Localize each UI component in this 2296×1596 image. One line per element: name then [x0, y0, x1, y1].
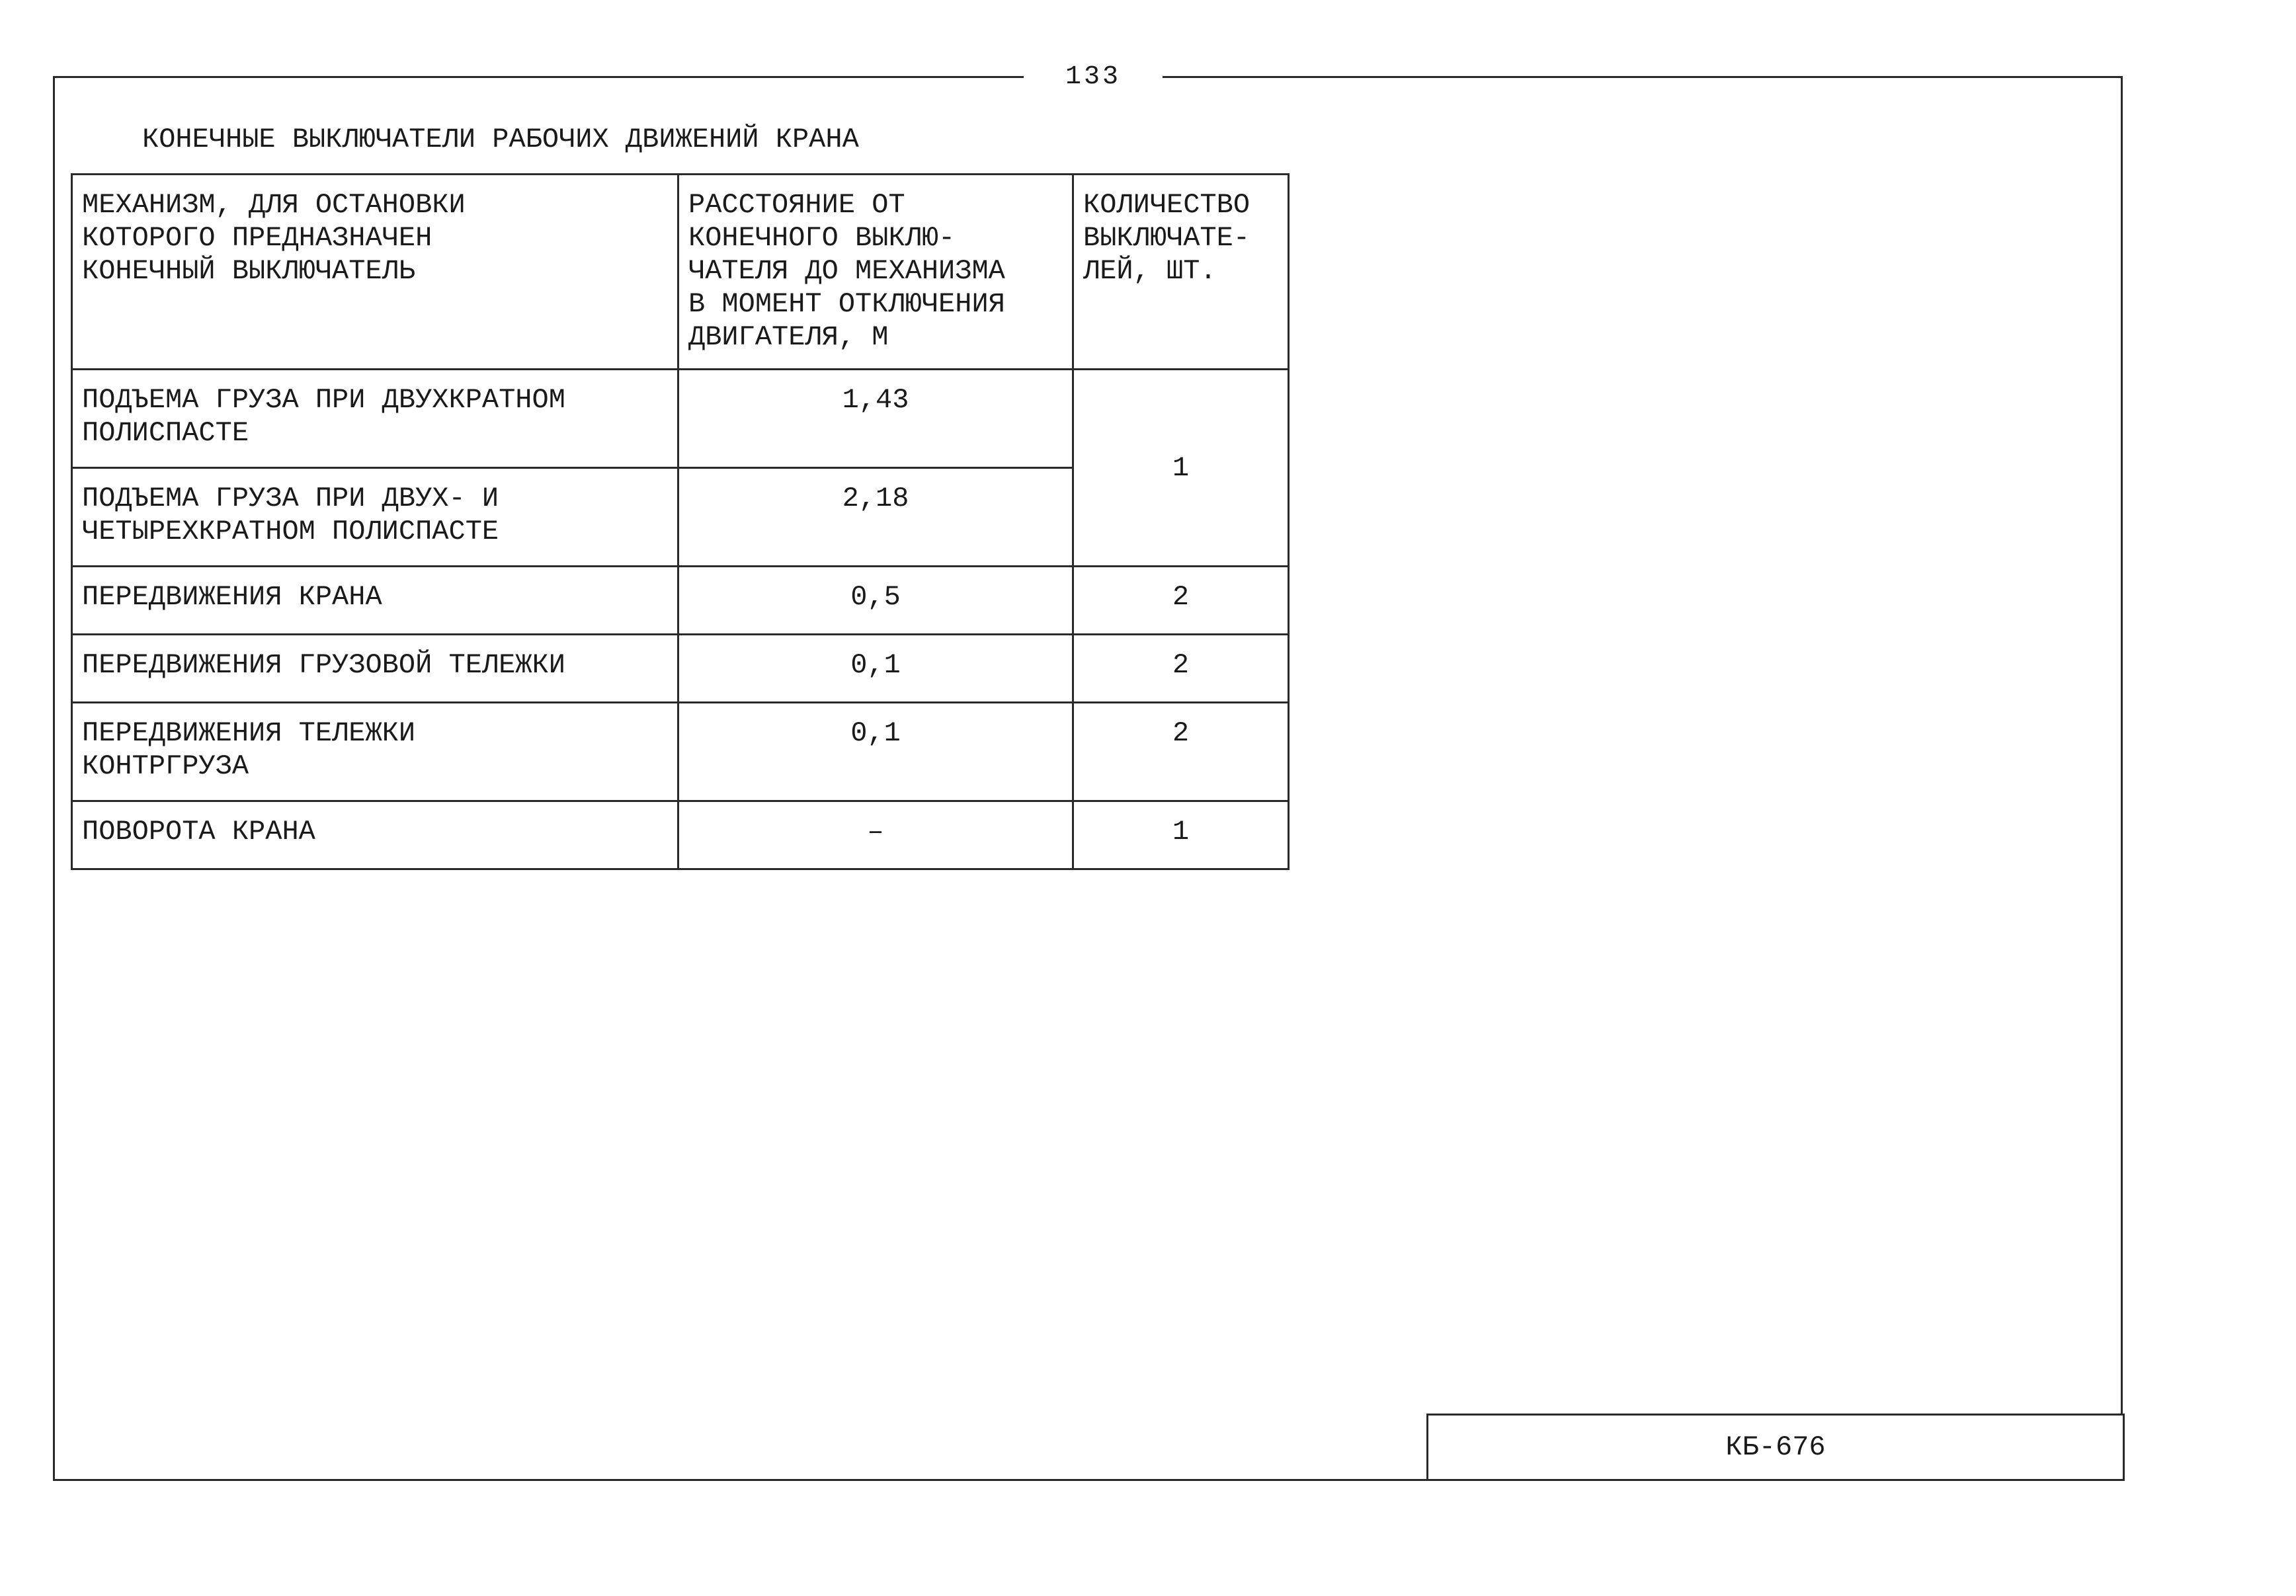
page-number: 133 [1024, 58, 1163, 97]
table-row [72, 635, 1289, 703]
cell-mechanism: ПЕРЕДВИЖЕНИЯ КРАНА [72, 567, 678, 635]
table-title: КОНЕЧНЫЕ ВЫКЛЮЧАТЕЛИ РАБОЧИХ ДВИЖЕНИЙ КРАНА [142, 124, 859, 155]
cell-mechanism: ПЕРЕДВИЖЕНИЯ ГРУЗОВОЙ ТЕЛЕЖКИ [72, 635, 678, 703]
header-mechanism: МЕХАНИЗМ, ДЛЯ ОСТАНОВКИ КОТОРОГО ПРЕДНАЗНАЧЕН КОНЕЧНЫЙ ВЫКЛЮЧАТЕЛЬ [72, 175, 678, 370]
table-header-row [72, 175, 1289, 370]
limit-switches-table [71, 173, 1290, 870]
table-row [72, 703, 1289, 801]
cell-mechanism: ПЕРЕДВИЖЕНИЯ ТЕЛЕЖКИ КОНТРГРУЗА [72, 703, 678, 801]
cell-distance: 0,1 [678, 635, 1073, 703]
cell-distance: – [678, 801, 1073, 869]
cell-count: 1 [1073, 801, 1289, 869]
table-row [72, 801, 1289, 869]
cell-distance: 1,43 [678, 370, 1073, 468]
cell-count: 2 [1073, 635, 1289, 703]
cell-mechanism: ПОДЪЕМА ГРУЗА ПРИ ДВУХКРАТНОМ ПОЛИСПАСТЕ [72, 370, 678, 468]
cell-distance: 0,5 [678, 567, 1073, 635]
cell-count: 1 [1073, 370, 1289, 567]
cell-mechanism: ПОДЪЕМА ГРУЗА ПРИ ДВУХ- И ЧЕТЫРЕХКРАТНОМ ПОЛИСПАСТЕ [72, 468, 678, 567]
table-row [72, 567, 1289, 635]
header-count: КОЛИЧЕСТВО ВЫКЛЮЧАТЕ- ЛЕЙ, ШТ. [1073, 175, 1289, 370]
table-row [72, 370, 1289, 468]
cell-count: 2 [1073, 703, 1289, 801]
cell-mechanism: ПОВОРОТА КРАНА [72, 801, 678, 869]
cell-distance: 0,1 [678, 703, 1073, 801]
title-block-stamp: КБ-676 [1426, 1414, 2125, 1481]
cell-count: 2 [1073, 567, 1289, 635]
cell-distance: 2,18 [678, 468, 1073, 567]
header-distance: РАССТОЯНИЕ ОТ КОНЕЧНОГО ВЫКЛЮ- ЧАТЕЛЯ ДО МЕХАНИЗМА В МОМЕНТ ОТКЛЮЧЕНИЯ ДВИГАТЕЛЯ, М [678, 175, 1073, 370]
